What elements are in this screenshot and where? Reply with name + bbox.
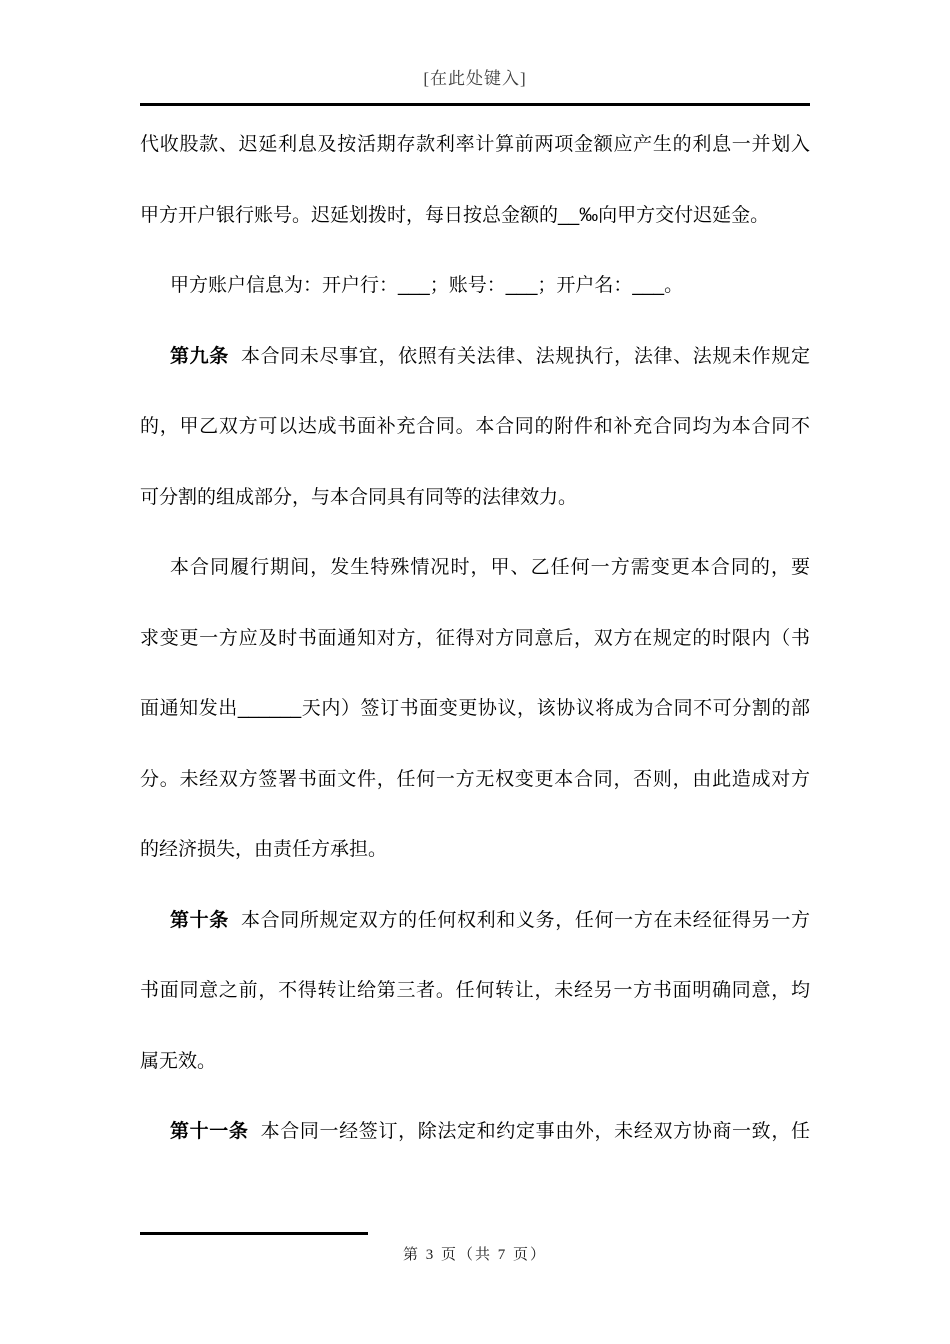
clause-9-heading: 第九条 bbox=[170, 345, 229, 367]
header-type-here-placeholder[interactable]: [在此处键入] bbox=[423, 69, 527, 88]
text-line: 可分割的组成部分，与本合同具有同等的法律效力。 bbox=[140, 486, 578, 508]
header-rule bbox=[140, 103, 810, 106]
clause-10-line bbox=[140, 886, 810, 957]
document-body bbox=[140, 110, 810, 1168]
text-line: 甲方账户信息为：开户行：___；账号：___；开户名：___。 bbox=[170, 275, 684, 296]
text-line: 本合同履行期间，发生特殊情况时，甲、乙任何一方需变更本合同的，要 bbox=[170, 557, 810, 578]
text-line: 甲方开户银行账号。迟延划拨时，每日按总金额的__‰向甲方交付迟延金。 bbox=[140, 204, 770, 226]
clause-10-text: 本合同所规定双方的任何权利和义务，任何一方在未经征得另一方 bbox=[240, 909, 810, 931]
clause-9-line bbox=[140, 322, 810, 393]
text-line: 书面同意之前，不得转让给第三者。任何转让，未经另一方书面明确同意，均 bbox=[140, 980, 810, 1001]
text-line: 的，甲乙双方可以达成书面补充合同。本合同的附件和补充合同均为本合同不 bbox=[140, 416, 810, 437]
text-line: 面通知发出______天内）签订书面变更协议，该协议将成为合同不可分割的部 bbox=[140, 698, 810, 719]
text-line: 的经济损失，由责任方承担。 bbox=[140, 839, 388, 860]
text-line: 代收股款、迟延利息及按活期存款利率计算前两项金额应产生的利息一并划入 bbox=[140, 134, 810, 155]
clause-9-text: 本合同未尽事宜，依照有关法律、法规执行，法律、法规未作规定 bbox=[240, 345, 810, 367]
footer-rule bbox=[140, 1232, 368, 1235]
clause-11-line bbox=[140, 1097, 810, 1168]
clause-11-heading: 第十一条 bbox=[170, 1121, 249, 1142]
text-line: 分。未经双方签署书面文件，任何一方无权变更本合同，否则，由此造成对方 bbox=[140, 768, 810, 790]
text-line: 求变更一方应及时书面通知对方，征得对方同意后，双方在规定的时限内（书 bbox=[140, 627, 810, 649]
clause-10-heading: 第十条 bbox=[170, 909, 229, 931]
text-line: 属无效。 bbox=[140, 1050, 217, 1072]
page-number-label: 第 3 页（共 7 页） bbox=[402, 1247, 547, 1263]
clause-11-text: 本合同一经签订，除法定和约定事由外，未经双方协商一致，任 bbox=[260, 1121, 810, 1142]
